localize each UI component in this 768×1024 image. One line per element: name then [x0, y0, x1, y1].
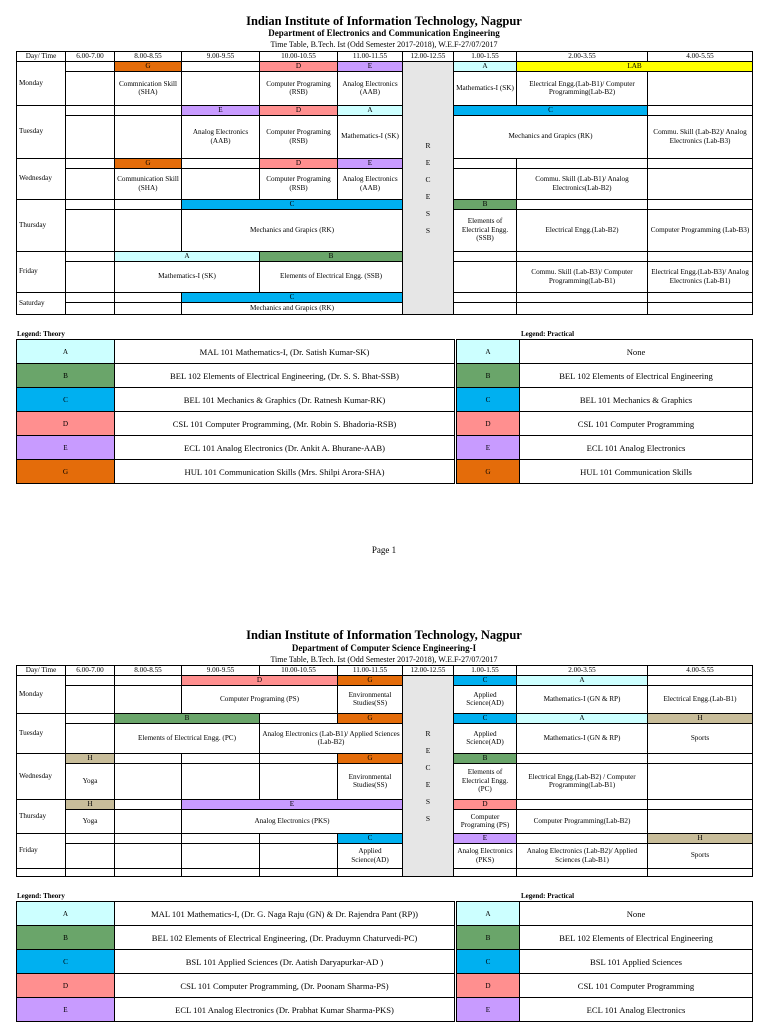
- day-monday: Monday: [17, 61, 66, 105]
- subject-band: C: [454, 105, 648, 115]
- page1-legend-theory-table: [16, 339, 455, 484]
- subject-band: H: [648, 713, 753, 723]
- class-cell: Yoga: [66, 809, 115, 833]
- class-cell: Applied Science(AD): [338, 843, 403, 868]
- legend-code: C: [457, 950, 520, 974]
- class-cell: Analog Electronics (AAB): [338, 168, 403, 199]
- class-cell: Analog Electronics (Lab-B2)/ Applied Sciences (Lab-B1): [517, 843, 648, 868]
- legend-theory-text: ECL 101 Analog Electronics (Dr. Ankit A. Bhurane-AAB): [115, 436, 455, 460]
- legend-code: G: [17, 460, 115, 484]
- class-cell: Computer Programing (PS): [454, 809, 517, 833]
- subject-band: C: [454, 713, 517, 723]
- legend-code: E: [17, 436, 115, 460]
- subject-band: B: [115, 713, 260, 723]
- page1-legend-theory-label: Legend: Theory: [17, 330, 65, 338]
- page1-timetable-caption: Time Table, B.Tech. Ist (Odd Semester 2017-2018), W.E.F-27/07/2017: [270, 40, 498, 49]
- subject-band: H: [66, 799, 115, 809]
- recess-letter: E: [425, 157, 431, 167]
- subject-band: C: [338, 833, 403, 843]
- class-cell: Analog Electronics (AAB): [182, 115, 260, 158]
- legend-code: A: [457, 902, 520, 926]
- recess-letter: E: [425, 745, 431, 755]
- legend-practical-text: None: [520, 340, 753, 364]
- class-cell: Analog Electronics (Lab-B1)/ Applied Sciences (Lab-B2): [260, 723, 403, 753]
- page2-institute-title: Indian Institute of Information Technology, Nagpur: [246, 628, 522, 642]
- subject-band: E: [338, 61, 403, 71]
- subject-band: A: [454, 61, 517, 71]
- class-cell: Mechanics and Grapics (RK): [454, 115, 648, 158]
- subject-band: B: [454, 199, 517, 209]
- legend-practical-text: ECL 101 Analog Electronics: [520, 436, 753, 460]
- page2-timetable-grid: [16, 665, 753, 877]
- legend-practical-text: HUL 101 Communication Skills: [520, 460, 753, 484]
- subject-band: E: [182, 799, 403, 809]
- legend-code: A: [17, 340, 115, 364]
- subject-band: G: [338, 675, 403, 685]
- legend-theory-text: BSL 101 Applied Sciences (Dr. Aatish Daryapurkar-AD ): [115, 950, 455, 974]
- class-cell: Commu. Skill (Lab-B1)/ Analog Electronics(Lab-B2): [517, 168, 648, 199]
- class-cell: Applied Science(AD): [454, 685, 517, 713]
- recess-letter: R: [425, 140, 431, 150]
- header-cell: 10.00-10.55: [260, 52, 338, 62]
- class-cell: Communication Skill (SHA): [115, 168, 182, 199]
- class-cell: Electrical Engg.(Lab-B2) / Computer Programming(Lab-B1): [517, 763, 648, 799]
- class-cell: Mathematics-I (GN & RP): [517, 723, 648, 753]
- subject-band: C: [454, 675, 517, 685]
- legend-code: G: [457, 460, 520, 484]
- legend-code: D: [17, 412, 115, 436]
- class-cell: Commu. Skill (Lab-B3)/ Computer Programming(Lab-B1): [517, 261, 648, 292]
- legend-theory-text: BEL 102 Elements of Electrical Engineering, (Dr. S. S. Bhat-SSB): [115, 364, 455, 388]
- class-cell: Environmental Studies(SS): [338, 685, 403, 713]
- header-cell: 4.00-5.55: [648, 666, 753, 676]
- legend-code: C: [17, 388, 115, 412]
- recess-letter: S: [425, 813, 431, 823]
- recess-column: [403, 675, 454, 877]
- page2-timetable-caption: Time Table, B.Tech. Ist (Odd Semester 2017-2018), W.E.F-27/07/2017: [270, 655, 498, 664]
- class-cell: Applied Science(AD): [454, 723, 517, 753]
- page-number: Page 1: [371, 545, 397, 555]
- legend-code: C: [457, 388, 520, 412]
- header-cell: Day/ Time: [17, 666, 66, 676]
- legend-code: D: [457, 412, 520, 436]
- page1-legend-practical-label: Legend: Practical: [521, 330, 575, 338]
- page1-legend-practical-table: [456, 339, 753, 484]
- day-saturday: Saturday: [17, 292, 66, 314]
- legend-practical-text: ECL 101 Analog Electronics: [520, 998, 753, 1022]
- recess-letter: C: [425, 762, 431, 772]
- class-cell: Computer Programming(Lab-B2): [517, 809, 648, 833]
- subject-band: D: [260, 105, 338, 115]
- subject-band: D: [260, 158, 338, 168]
- class-cell: Computer Programing (PS): [182, 685, 338, 713]
- page2-legend-theory-table: [16, 901, 455, 1022]
- header-cell: 1.00-1.55: [454, 52, 517, 62]
- legend-theory-text: BEL 101 Mechanics & Graphics (Dr. Ratnesh Kumar-RK): [115, 388, 455, 412]
- legend-practical-text: BSL 101 Applied Sciences: [520, 950, 753, 974]
- day-monday: Monday: [17, 675, 66, 713]
- class-cell: Sports: [648, 843, 753, 868]
- header-cell: 11.00-11.55: [338, 666, 403, 676]
- subject-band: G: [338, 753, 403, 763]
- subject-band: E: [182, 105, 260, 115]
- legend-code: E: [17, 998, 115, 1022]
- header-cell: 10.00-10.55: [260, 666, 338, 676]
- page1-timetable-grid: [16, 51, 753, 315]
- day-friday: Friday: [17, 251, 66, 292]
- subject-band: B: [260, 251, 403, 261]
- header-cell: 4.00-5.55: [648, 52, 753, 62]
- legend-theory-text: ECL 101 Analog Electronics (Dr. Prabhat Kumar Sharma-PKS): [115, 998, 455, 1022]
- subject-band: D: [454, 799, 517, 809]
- legend-code: C: [17, 950, 115, 974]
- subject-band: E: [338, 158, 403, 168]
- legend-theory-text: CSL 101 Computer Programming, (Dr. Poonam Sharma-PS): [115, 974, 455, 998]
- header-cell: 6.00-7.00: [66, 666, 115, 676]
- class-cell: Analog Electronics (AAB): [338, 71, 403, 105]
- header-cell: 9.00-9.55: [182, 666, 260, 676]
- day-thursday: Thursday: [17, 799, 66, 833]
- day-tuesday: Tuesday: [17, 713, 66, 753]
- class-cell: Sports: [648, 723, 753, 753]
- legend-code: A: [17, 902, 115, 926]
- class-cell: Mechanics and Grapics (RK): [182, 209, 403, 251]
- class-cell: Mathematics-I (SK): [454, 71, 517, 105]
- legend-code: D: [17, 974, 115, 998]
- header-cell: 6.00-7.00: [66, 52, 115, 62]
- legend-theory-text: HUL 101 Communication Skills (Mrs. Shilpi Arora-SHA): [115, 460, 455, 484]
- legend-code: A: [457, 340, 520, 364]
- legend-code: E: [457, 998, 520, 1022]
- legend-practical-text: BEL 101 Mechanics & Graphics: [520, 388, 753, 412]
- class-cell: Elements of Electrical Engg. (SSB): [454, 209, 517, 251]
- page1-institute-title: Indian Institute of Information Technology, Nagpur: [246, 14, 522, 28]
- legend-code: B: [17, 364, 115, 388]
- class-cell: Computer Programing (RSB): [260, 115, 338, 158]
- page2-department: Department of Computer Science Engineering-I: [291, 643, 477, 653]
- class-cell: Elements of Electrical Engg. (PC): [454, 763, 517, 799]
- class-cell: Analog Electronics (PKS): [454, 843, 517, 868]
- subject-band: B: [454, 753, 517, 763]
- subject-band: G: [115, 158, 182, 168]
- header-cell: 8.00-8.55: [115, 666, 182, 676]
- subject-band: A: [338, 105, 403, 115]
- legend-practical-text: BEL 102 Elements of Electrical Engineering: [520, 364, 753, 388]
- recess-letter: E: [425, 191, 431, 201]
- header-cell: 11.00-11.55: [338, 52, 403, 62]
- subject-band: E: [454, 833, 517, 843]
- subject-band: D: [260, 61, 338, 71]
- legend-code: B: [17, 926, 115, 950]
- page2-legend-practical-table: [456, 901, 753, 1022]
- subject-band: A: [517, 713, 648, 723]
- class-cell: Commnication Skill (SHA): [115, 71, 182, 105]
- day-wednesday: Wednesday: [17, 158, 66, 199]
- subject-band: H: [66, 753, 115, 763]
- day-thursday: Thursday: [17, 199, 66, 251]
- header-cell: Day/ Time: [17, 52, 66, 62]
- legend-practical-text: None: [520, 902, 753, 926]
- page1-department: Department of Electronics and Communication Engineering: [268, 28, 500, 38]
- class-cell: Analog Electronics (PKS): [182, 809, 403, 833]
- class-cell: Computer Programing (RSB): [260, 168, 338, 199]
- class-cell: Mathematics-I (GN & RP): [517, 685, 648, 713]
- class-cell: Yoga: [66, 763, 115, 799]
- legend-code: D: [457, 974, 520, 998]
- class-cell: Environmental Studies(SS): [338, 763, 403, 799]
- legend-code: B: [457, 364, 520, 388]
- class-cell: Mathematics-I (SK): [338, 115, 403, 158]
- header-row: [17, 52, 753, 62]
- recess-column: [403, 61, 454, 315]
- legend-code: E: [457, 436, 520, 460]
- legend-practical-text: CSL 101 Computer Programming: [520, 412, 753, 436]
- subject-band: A: [517, 675, 648, 685]
- subject-band: G: [115, 61, 182, 71]
- class-cell: Electrical Engg.(Lab-B1): [648, 685, 753, 713]
- subject-band: H: [648, 833, 753, 843]
- legend-theory-text: BEL 102 Elements of Electrical Engineering, (Dr. Praduymn Chaturvedi-PC): [115, 926, 455, 950]
- header-cell: 1.00-1.55: [454, 666, 517, 676]
- day-friday: Friday: [17, 833, 66, 868]
- day-wednesday: Wednesday: [17, 753, 66, 799]
- legend-theory-text: MAL 101 Mathematics-I, (Dr. G. Naga Raju (GN) & Dr. Rajendra Pant (RP)): [115, 902, 455, 926]
- recess-letter: E: [425, 779, 431, 789]
- header-cell: 9.00-9.55: [182, 52, 260, 62]
- subject-band: C: [182, 292, 403, 302]
- recess-letter: S: [425, 225, 431, 235]
- legend-theory-text: CSL 101 Computer Programming, (Mr. Robin S. Bhadoria-RSB): [115, 412, 455, 436]
- legend-code: B: [457, 926, 520, 950]
- legend-practical-text: CSL 101 Computer Programming: [520, 974, 753, 998]
- class-cell: Electrical Engg.(Lab-B2): [517, 209, 648, 251]
- header-cell: 2.00-3.55: [517, 666, 648, 676]
- legend-practical-text: BEL 102 Elements of Electrical Engineering: [520, 926, 753, 950]
- day-tuesday: Tuesday: [17, 105, 66, 158]
- class-cell: Mechanics and Grapics (RK): [182, 302, 403, 314]
- class-cell: Computer Programing (RSB): [260, 71, 338, 105]
- recess-letter: R: [425, 728, 431, 738]
- subject-band: A: [115, 251, 260, 261]
- legend-theory-text: MAL 101 Mathematics-I, (Dr. Satish Kumar-SK): [115, 340, 455, 364]
- class-cell: Elements of Electrical Engg. (PC): [115, 723, 260, 753]
- class-cell: Mathematics-I (SK): [115, 261, 260, 292]
- header-cell: 12.00-12.55: [403, 666, 454, 676]
- class-cell: Elements of Electrical Engg. (SSB): [260, 261, 403, 292]
- page2-legend-practical-label: Legend: Practical: [521, 892, 575, 900]
- class-cell: Electrical Engg.(Lab-B1)/ Computer Programming(Lab-B2): [517, 71, 648, 105]
- header-cell: 2.00-3.55: [517, 52, 648, 62]
- class-cell: Commu. Skill (Lab-B2)/ Analog Electronics (Lab-B3): [648, 115, 753, 158]
- recess-letter: S: [425, 796, 431, 806]
- subject-band: D: [182, 675, 338, 685]
- recess-letter: C: [425, 174, 431, 184]
- class-cell: Electrical Engg.(Lab-B3)/ Analog Electronics (Lab-B1): [648, 261, 753, 292]
- class-cell: Computer Programming (Lab-B3): [648, 209, 753, 251]
- page2-legend-theory-label: Legend: Theory: [17, 892, 65, 900]
- header-cell: 12.00-12.55: [403, 52, 454, 62]
- subject-band: C: [182, 199, 403, 209]
- subject-band: G: [338, 713, 403, 723]
- lab-band: LAB: [517, 61, 753, 71]
- header-cell: 8.00-8.55: [115, 52, 182, 62]
- recess-letter: S: [425, 208, 431, 218]
